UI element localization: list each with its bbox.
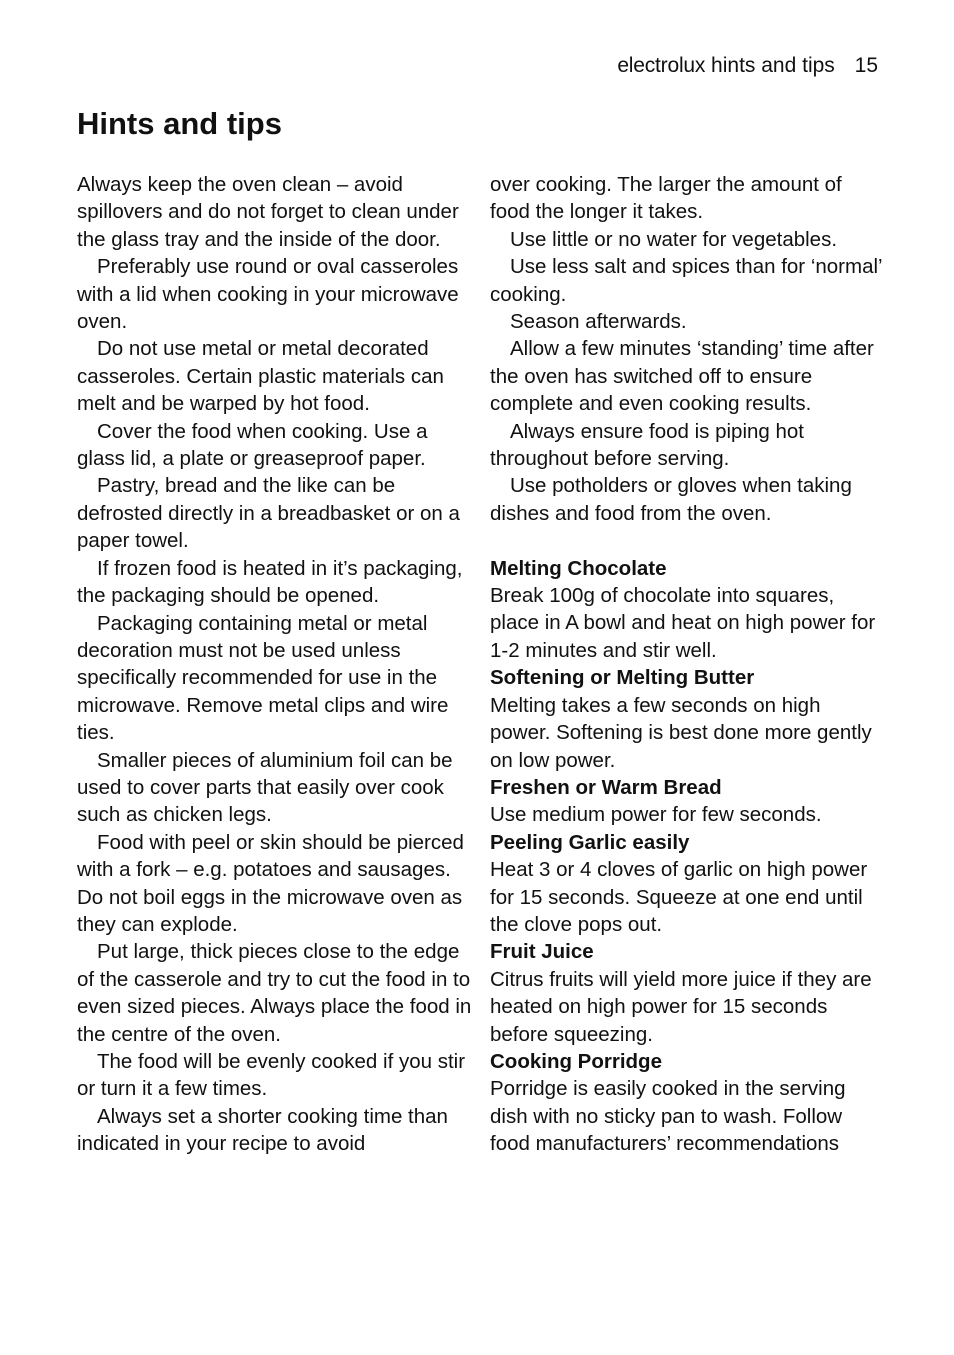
paragraph: over cooking. The larger the amount of food the longer it takes. (490, 173, 842, 224)
section-spacer (490, 527, 882, 554)
tip-heading: Softening or Melting Butter (490, 666, 755, 690)
tip-fruit-juice (490, 938, 882, 1048)
paragraph: Cover the food when cooking. Use a glass lid, a plate or greaseproof paper. (77, 419, 428, 471)
paragraph: Do not use metal or metal decorated casseroles. Certain plastic materials can melt and be warped by hot food. (77, 337, 444, 416)
running-header (617, 53, 878, 79)
page-number: 15 (854, 54, 878, 77)
brand-name: electrolux (617, 54, 706, 77)
tip-heading: Fruit Juice (490, 940, 594, 964)
tip-warm-bread (490, 774, 882, 829)
section-name: hints and tips (711, 54, 835, 77)
tip-body: Melting takes a few seconds on high power. Softening is best done more gently on low power. (490, 693, 872, 772)
left-column (77, 171, 472, 1158)
tip-softening-butter (490, 664, 882, 774)
tip-heading: Peeling Garlic easily (490, 830, 690, 854)
paragraph: The food will be evenly cooked if you stir or turn it a few times. (77, 1050, 466, 1101)
paragraph: Use little or no water for vegetables. (510, 227, 838, 251)
tip-body: Heat 3 or 4 cloves of garlic on high power for 15 seconds. Squeeze at one end until the clove pops out. (490, 858, 868, 936)
tip-heading: Melting Chocolate (490, 556, 667, 580)
paragraph: Smaller pieces of aluminium foil can be used to cover parts that easily over cook such as chicken legs. (77, 748, 453, 827)
paragraph: Packaging containing metal or metal decoration must not be used unless specifically recommended for use in the microwave. Remove metal clips and wire ties. (77, 611, 449, 745)
paragraph: Preferably use round or oval casseroles with a lid when cooking in your microwave oven. (77, 255, 459, 334)
tip-body: Citrus fruits will yield more juice if they are heated on high power for 15 seconds before squeezing. (490, 967, 872, 1046)
tip-heading: Freshen or Warm Bread (490, 775, 722, 799)
right-column (490, 171, 882, 1158)
tip-peeling-garlic (490, 829, 882, 939)
paragraph: Season afterwards. (510, 310, 687, 334)
paragraph: Pastry, bread and the like can be defrosted directly in a breadbasket or on a paper towel. (77, 474, 460, 553)
paragraph: Always keep the oven clean – avoid spillovers and do not forget to clean under the glass tray and the inside of the door. (77, 173, 459, 251)
tip-cooking-porridge (490, 1048, 882, 1158)
tip-body: Porridge is easily cooked in the serving dish with no sticky pan to wash. Follow food manufacturers’ recommendations (490, 1077, 846, 1156)
tip-body: Use medium power for few seconds. (490, 803, 822, 827)
paragraph: Allow a few minutes ‘standing’ time after the oven has switched off to ensure complete and even cooking results. (490, 337, 874, 416)
tip-body: Break 100g of chocolate into squares, place in A bowl and heat on high power for 1-2 minutes and stir well. (490, 584, 876, 662)
paragraph: Always ensure food is piping hot throughout before serving. (490, 419, 805, 471)
paragraph: If frozen food is heated in it’s packaging, the packaging should be opened. (77, 556, 463, 608)
tip-melting-chocolate (490, 555, 882, 665)
paragraph: Always set a shorter cooking time than indicated in your recipe to avoid (77, 1104, 448, 1156)
paragraph: Food with peel or skin should be pierced with a fork – e.g. potatoes and sausages. Do not boil eggs in the microwave oven as they can explode. (77, 830, 464, 936)
paragraph: Use less salt and spices than for ‘normal’ cooking. (490, 255, 882, 306)
tip-heading: Cooking Porridge (490, 1049, 662, 1073)
paragraph: Put large, thick pieces close to the edge of the casserole and try to cut the food in to even sized pieces. Always place the food in the centre of the oven. (77, 940, 472, 1046)
paragraph: Use potholders or gloves when taking dishes and food from the oven. (490, 474, 852, 525)
page-title: Hints and tips (77, 106, 282, 141)
